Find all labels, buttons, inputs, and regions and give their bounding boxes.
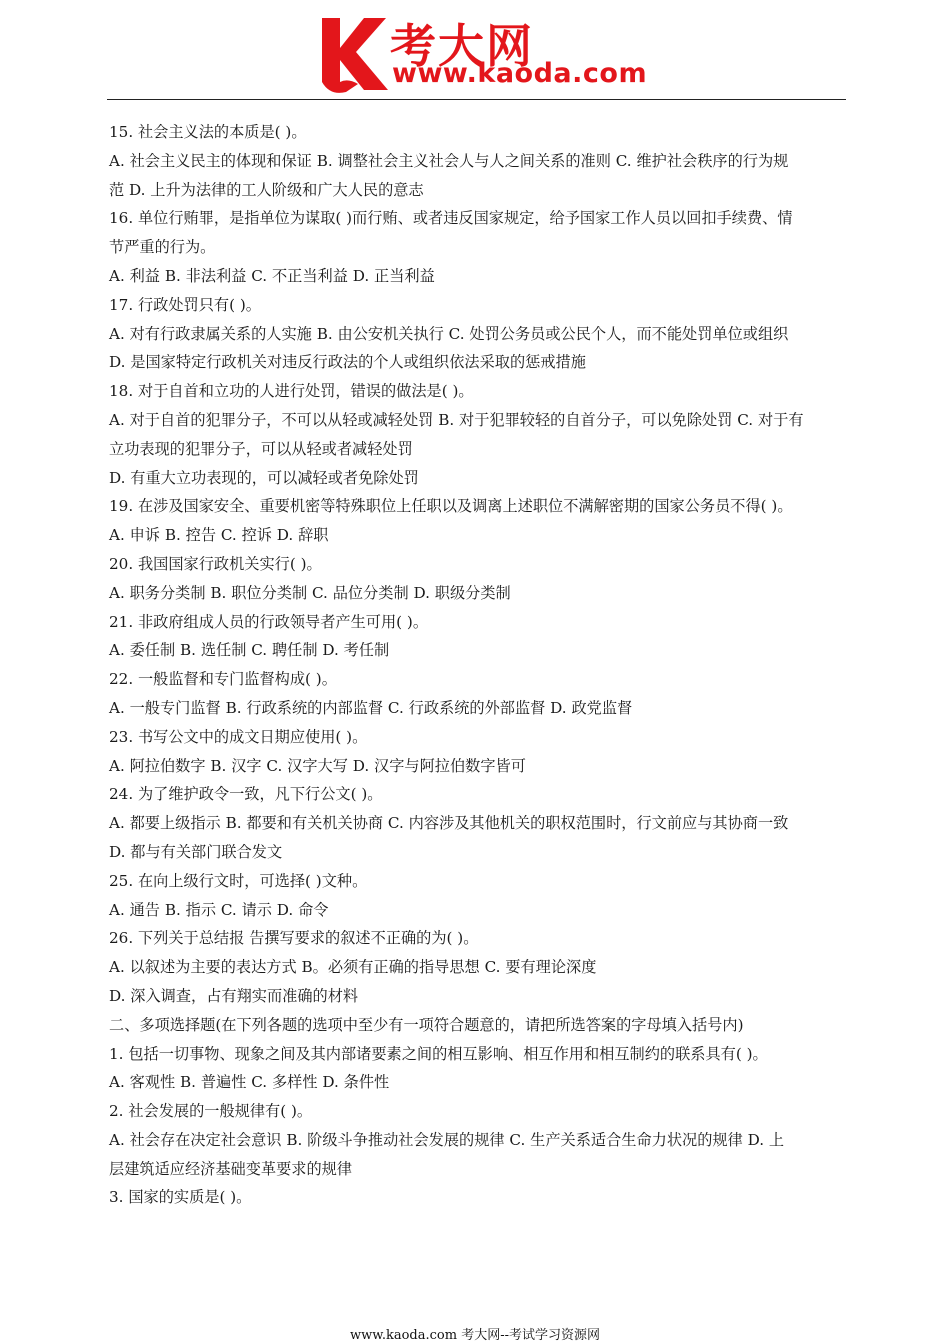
text-line: D. 有重大立功表现的，可以减轻或者免除处罚 (109, 468, 419, 487)
logo-title: 考大网 (390, 19, 534, 73)
text-line: 19. 在涉及国家安全、重要机密等特殊职位上任职以及调离上述职位不满解密期的国家公务员不得( )。 (109, 497, 793, 516)
logo-url: www.kaoda.com (392, 58, 648, 89)
page-footer: www.kaoda.com 考大网--考试学习资源网 (350, 1328, 600, 1343)
text-line: A. 申诉 B. 控告 C. 控诉 D. 辞职 (109, 526, 329, 545)
text-line: 3. 国家的实质是( )。 (109, 1188, 252, 1207)
text-line: A. 阿拉伯数字 B. 汉字 C. 汉字大写 D. 汉字与阿拉伯数字皆可 (109, 756, 526, 775)
text-line: 22. 一般监督和专门监督构成( )。 (109, 670, 337, 689)
text-line: A. 职务分类制 B. 职位分类制 C. 品位分类制 D. 职级分类制 (109, 583, 511, 602)
text-line: 范 D. 上升为法律的工人阶级和广大人民的意志 (109, 180, 424, 199)
text-line: 24. 为了维护政令一致，凡下行公文( )。 (109, 785, 383, 804)
text-line: 立功表现的犯罪分子，可以从轻或者减轻处罚 (109, 439, 413, 458)
text-line: D. 是国家特定行政机关对违反行政法的个人或组织依法采取的惩戒措施 (109, 353, 586, 372)
text-line: 20. 我国国家行政机关实行( )。 (109, 554, 322, 573)
text-line: A. 对有行政隶属关系的人实施 B. 由公安机关执行 C. 处罚公务员或公民个人，而不能处罚单位或组织 (109, 324, 789, 343)
text-line: 18. 对于自首和立功的人进行处罚，错误的做法是( )。 (109, 382, 474, 401)
text-line: 2. 社会发展的一般规律有( )。 (109, 1102, 313, 1121)
text-line: 21. 非政府组成人员的行政领导者产生可用( )。 (109, 612, 429, 631)
kaoda-logo[interactable] (318, 12, 648, 96)
text-line: 25. 在向上级行文时，可选择( )文种。 (109, 871, 368, 890)
text-line: A. 一般专门监督 B. 行政系统的内部监督 C. 行政系统的外部监督 D. 政党监督 (109, 698, 633, 717)
text-line: 1. 包括一切事物、现象之间及其内部诸要素之间的相互影响、相互作用和相互制约的联系具有( )。 (109, 1044, 768, 1063)
text-line: 二、多项选择题(在下列各题的选项中至少有一项符合题意的，请把所选答案的字母填入括号内) (109, 1015, 744, 1034)
text-line: 16. 单位行贿罪，是指单位为谋取( )而行贿、或者违反国家规定，给予国家工作人员以回扣手续费、情 (109, 209, 793, 228)
text-line: A. 对于自首的犯罪分子，不可以从轻或减轻处罚 B. 对于犯罪较轻的自首分子，可以免除处罚 C. 对于有 (109, 410, 804, 429)
text-line: A. 委任制 B. 选任制 C. 聘任制 D. 考任制 (109, 641, 390, 660)
document-body (109, 118, 854, 1212)
text-line: A. 客观性 B. 普遍性 C. 多样性 D. 条件性 (109, 1073, 390, 1092)
text-line: 26. 下列关于总结报 告撰写要求的叙述不正确的为( )。 (109, 929, 479, 948)
text-line: 15. 社会主义法的本质是( )。 (109, 123, 307, 141)
text-line: A. 以叙述为主要的表达方式 B。必须有正确的指导思想 C. 要有理论深度 (109, 958, 597, 977)
text-line: A. 社会主义民主的体现和保证 B. 调整社会主义社会人与人之间关系的准则 C. 维护社会秩序的行为规 (109, 151, 789, 170)
text-line: D. 都与有关部门联合发文 (109, 842, 283, 861)
logo-k-icon (318, 12, 390, 96)
text-line: 17. 行政处罚只有( )。 (109, 295, 261, 314)
text-line: 层建筑适应经济基础变革要求的规律 (109, 1159, 352, 1178)
text-line: 23. 书写公文中的成文日期应使用( )。 (109, 727, 368, 746)
header-divider (107, 99, 846, 100)
text-line: A. 通告 B. 指示 C. 请示 D. 命令 (109, 900, 329, 919)
text-line: D. 深入调查，占有翔实而准确的材料 (109, 986, 359, 1005)
text-line: A. 都要上级指示 B. 都要和有关机关协商 C. 内容涉及其他机关的职权范围时，行文前应与其协商一致 (109, 814, 789, 833)
text-line: 节严重的行为。 (109, 238, 216, 257)
page-header (0, 0, 950, 100)
text-line: A. 社会存在决定社会意识 B. 阶级斗争推动社会发展的规律 C. 生产关系适合生命力状况的规律 D. 上 (109, 1130, 785, 1149)
text-line: A. 利益 B. 非法利益 C. 不正当利益 D. 正当利益 (109, 266, 435, 285)
